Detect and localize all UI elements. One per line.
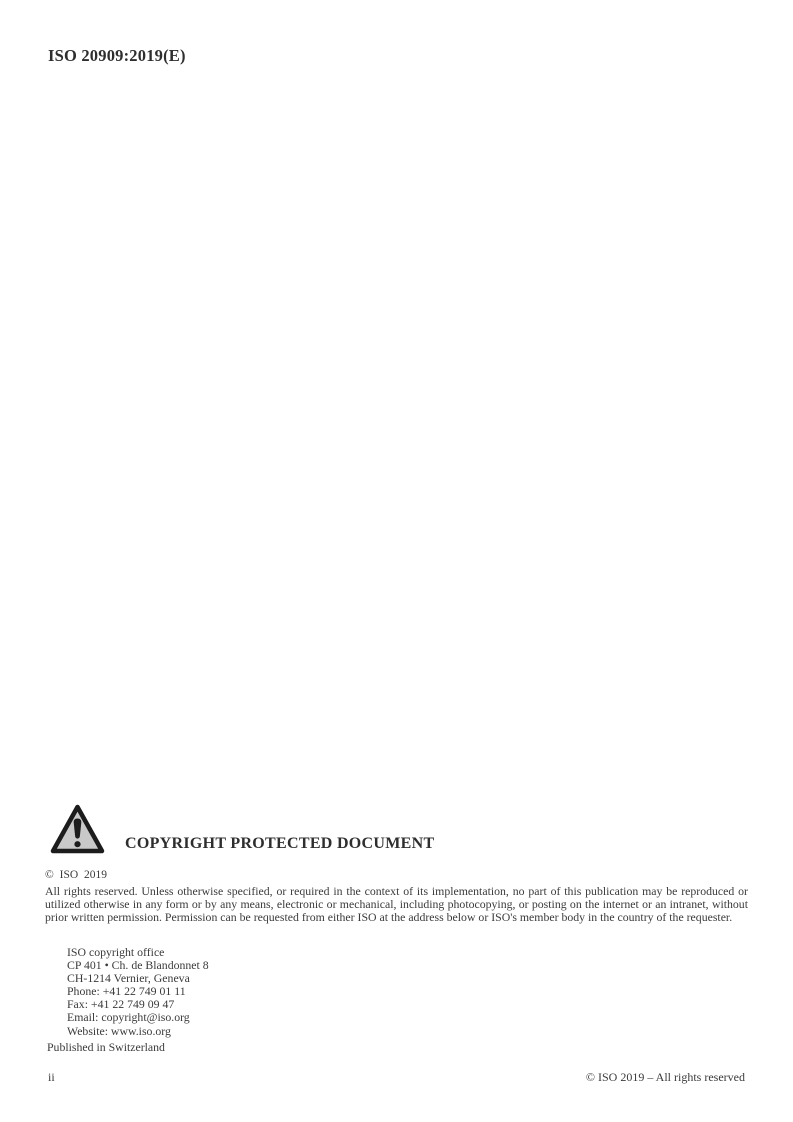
address-line: ISO copyright office: [67, 945, 165, 959]
footer-copyright: © ISO 2019 – All rights reserved: [585, 1070, 745, 1084]
footer-page-number: ii: [48, 1070, 55, 1084]
address-line: Email: copyright@iso.org: [67, 1010, 190, 1025]
address-line: CH-1214 Vernier, Geneva: [67, 971, 190, 986]
published-line: Published in Switzerland: [47, 1040, 165, 1054]
iso-address-block: [67, 946, 209, 1038]
address-line: Phone: +41 22 749 01 11: [67, 984, 186, 999]
address-line: Website: www.iso.org: [67, 1023, 171, 1038]
running-header: ISO 20909:2019(E): [48, 46, 186, 65]
address-line: Fax: +41 22 749 09 47: [67, 997, 175, 1012]
warning-triangle-icon: [49, 803, 106, 856]
copyright-notice: © ISO 2019: [45, 869, 108, 881]
address-line: CP 401 • Ch. de Blandonnet 8: [67, 958, 209, 973]
copyright-body-text: All rights reserved. Unless otherwise specified, or required in the context of its implementation, no part of this publication may be reproduced or utilized otherwise in any form or by any means, electronic or mechanical, including photocopying, or posting on the internet or an intranet, without prior written permission. Permission can be requested from either ISO at the address below or ISO's member body in the country of the requester.: [45, 884, 748, 925]
copyright-protected-heading: COPYRIGHT PROTECTED DOCUMENT: [125, 835, 435, 852]
